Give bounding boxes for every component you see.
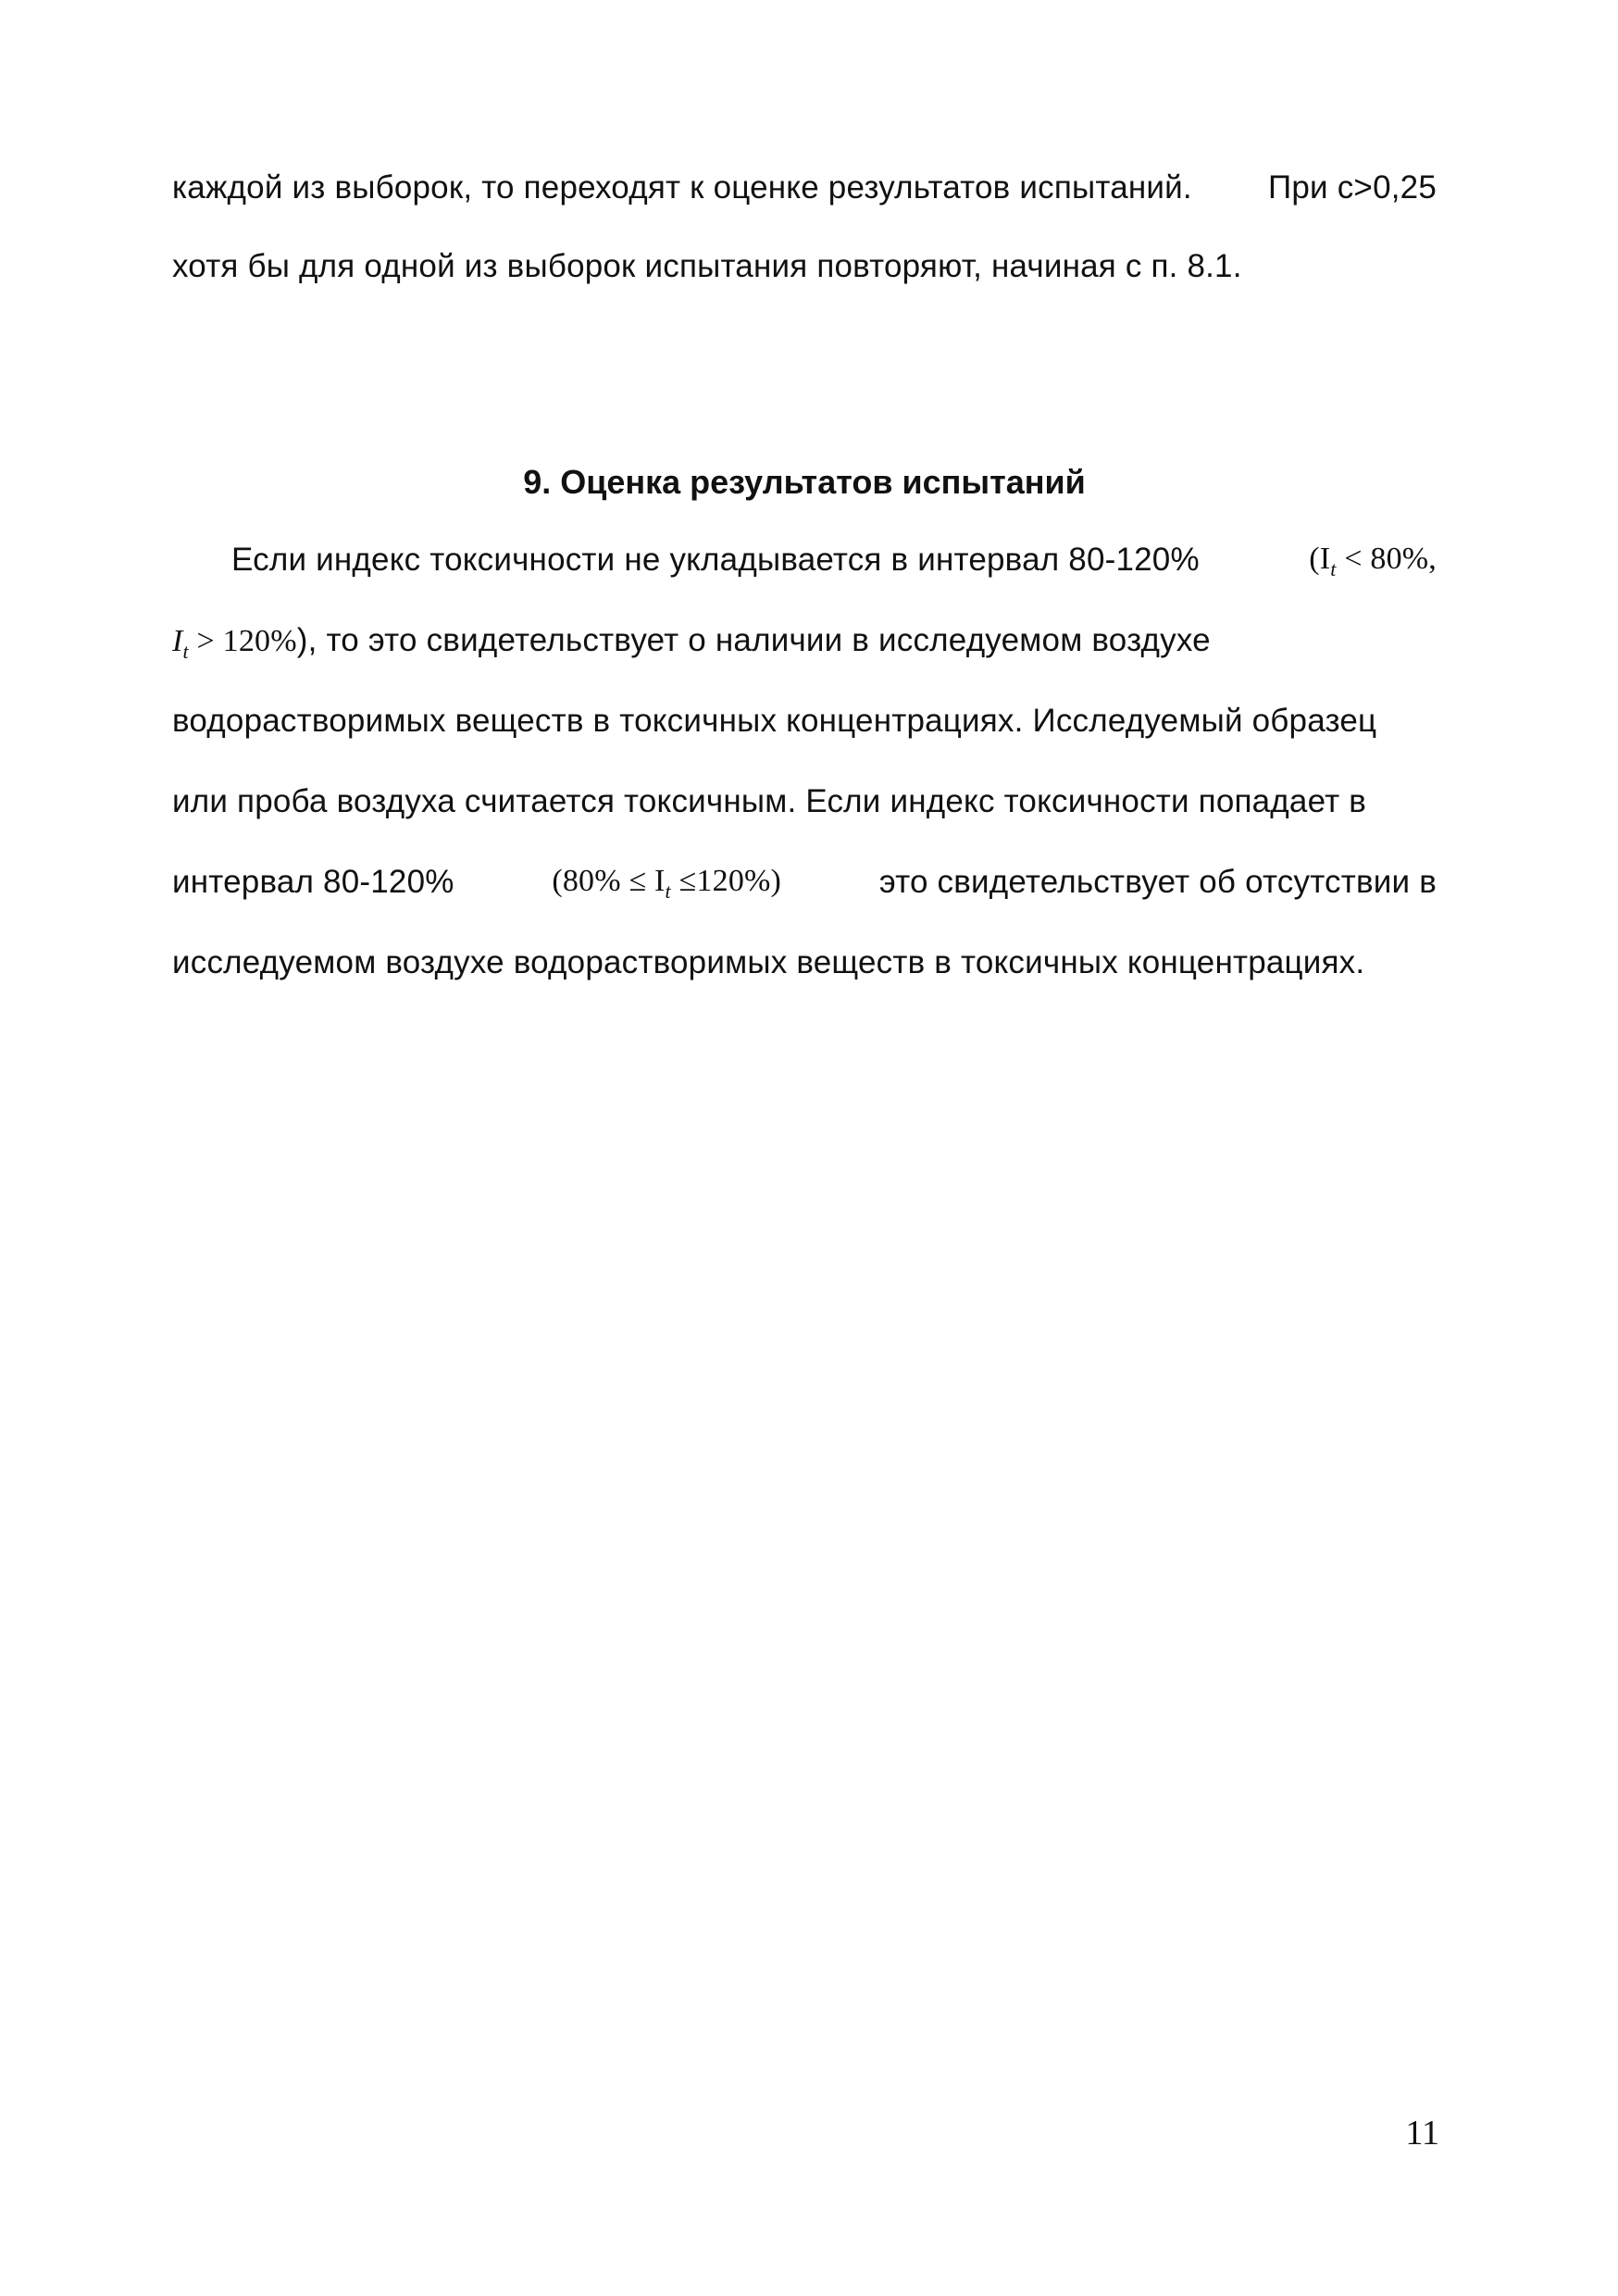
paragraph-line-2 [172,622,1437,664]
page-number: 11 [1405,2114,1439,2152]
formula-less-than-part: (I [1309,542,1331,576]
paragraph-line-2-text: ), то это свидетельствует о наличии в исследуемом воздухе [296,622,1211,658]
intro-line-1-condition: При с>0,25 [1268,169,1437,206]
paragraph-line-1 [172,542,1437,581]
paragraph-line-6: исследуемом воздухе водорастворимых веществ в токсичных концентрациях. [172,944,1365,980]
paragraph-line-5-text: интервал 80-120% [172,864,454,900]
intro-line-2: хотя бы для одной из выборок испытания повторяют, начиная с п. 8.1. [172,248,1242,284]
paragraph-line-1-text: Если индекс токсичности не укладывается в интервал 80-120% [231,542,1200,578]
section-heading: 9. Оценка результатов испытаний [523,463,1086,501]
formula-greater-than [172,624,297,663]
paragraph-line-5 [172,864,1437,904]
intro-line-1 [172,169,1437,206]
intro-line-1-text: каждой из выборок, то переходят к оценке результатов испытаний. [172,169,1192,206]
formula-subscript: t [182,639,189,663]
formula-subscript: t [665,879,671,903]
formula-range [552,864,781,904]
formula-less-than [1309,542,1437,581]
paragraph-line-4: или проба воздуха считается токсичным. Если индекс токсичности попадает в [172,783,1367,819]
formula-subscript: t [1330,556,1337,580]
formula-greater-than-value: > 120% [188,624,297,658]
formula-less-than-value: < 80%, [1336,542,1437,576]
paragraph-line-3: водорастворимых веществ в токсичных концентрациях. Исследуемый образец [172,703,1377,739]
formula-range-part: (80% ≤ I [552,864,666,898]
formula-variable: I [172,624,183,658]
paragraph-line-5-rest: это свидетельствует об отсутствии в [878,864,1437,900]
formula-range-upper: ≤120%) [670,864,782,898]
